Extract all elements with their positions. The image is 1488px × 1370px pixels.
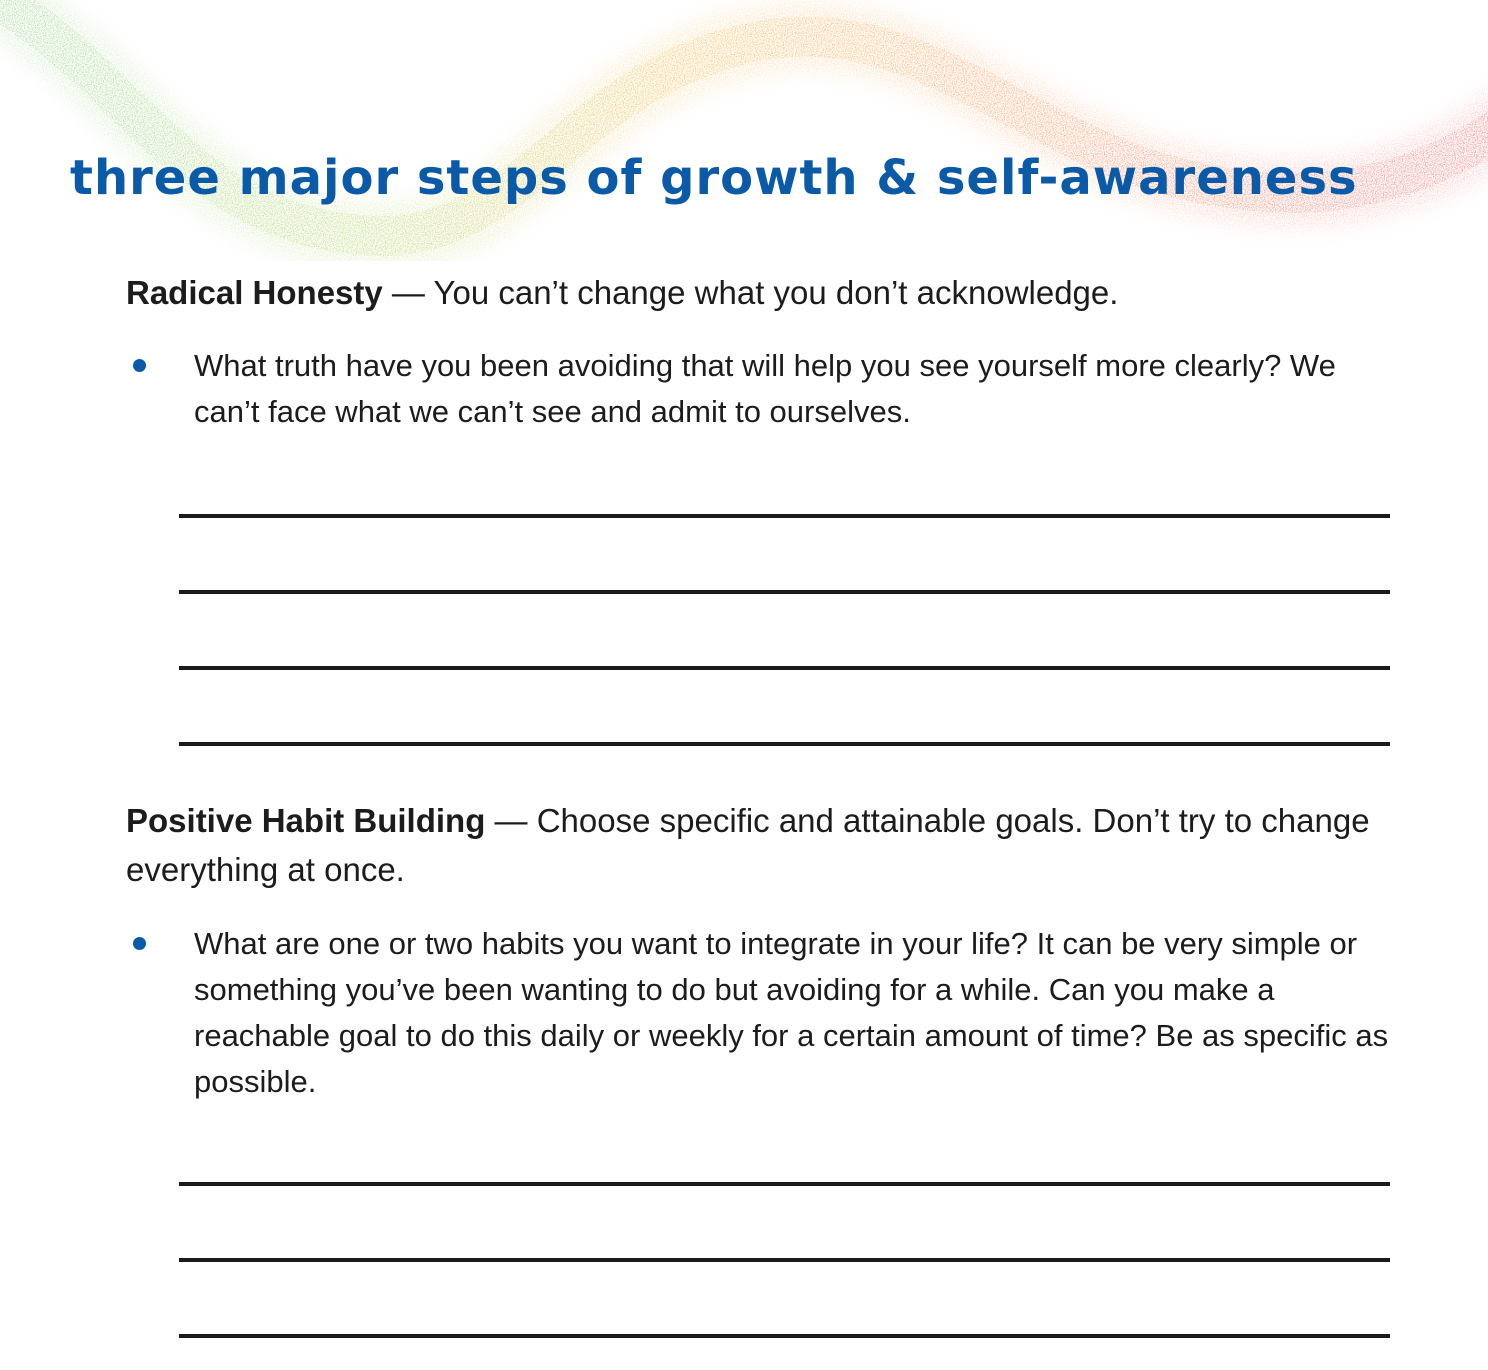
answer-line[interactable] (179, 742, 1390, 746)
prompt-positive-habit-building (126, 921, 1390, 1105)
prompt-text: What truth have you been avoiding that will help you see yourself more clearly? We can’t face what we can’t see and admit to ourselves. (194, 348, 1336, 429)
section-heading-text: — Choose specific and attainable goals. Don’t try to change everything at once. (126, 802, 1370, 888)
prompt-text: What are one or two habits you want to integrate in your life? It can be very simple or something you’ve been wanting to do but avoiding for a while. Can you make a reachable goal to do this daily or weekly for a certain amount of time? Be as specific as possible. (194, 926, 1389, 1099)
section-heading-bold: Radical Honesty (126, 274, 383, 311)
prompt-radical-honesty (126, 343, 1390, 435)
section-heading-text: — You can’t change what you don’t acknowledge. (382, 274, 1119, 311)
section-heading (126, 796, 1390, 894)
section-positive-habit-building (126, 796, 1390, 894)
answer-line[interactable] (179, 1258, 1390, 1262)
answer-line[interactable] (179, 1334, 1390, 1338)
answer-line[interactable] (179, 666, 1390, 670)
section-heading (126, 268, 1390, 317)
section-heading-bold: Positive Habit Building (126, 802, 486, 839)
bullet-dot-icon (133, 937, 146, 950)
answer-line[interactable] (179, 590, 1390, 594)
bullet-item (126, 921, 1390, 1105)
bullet-item (126, 343, 1390, 435)
answer-line[interactable] (179, 1182, 1390, 1186)
answer-line[interactable] (179, 514, 1390, 518)
section-radical-honesty (126, 268, 1390, 317)
bullet-dot-icon (133, 359, 146, 372)
page-title: three major steps of growth & self-awareness (70, 150, 1358, 206)
